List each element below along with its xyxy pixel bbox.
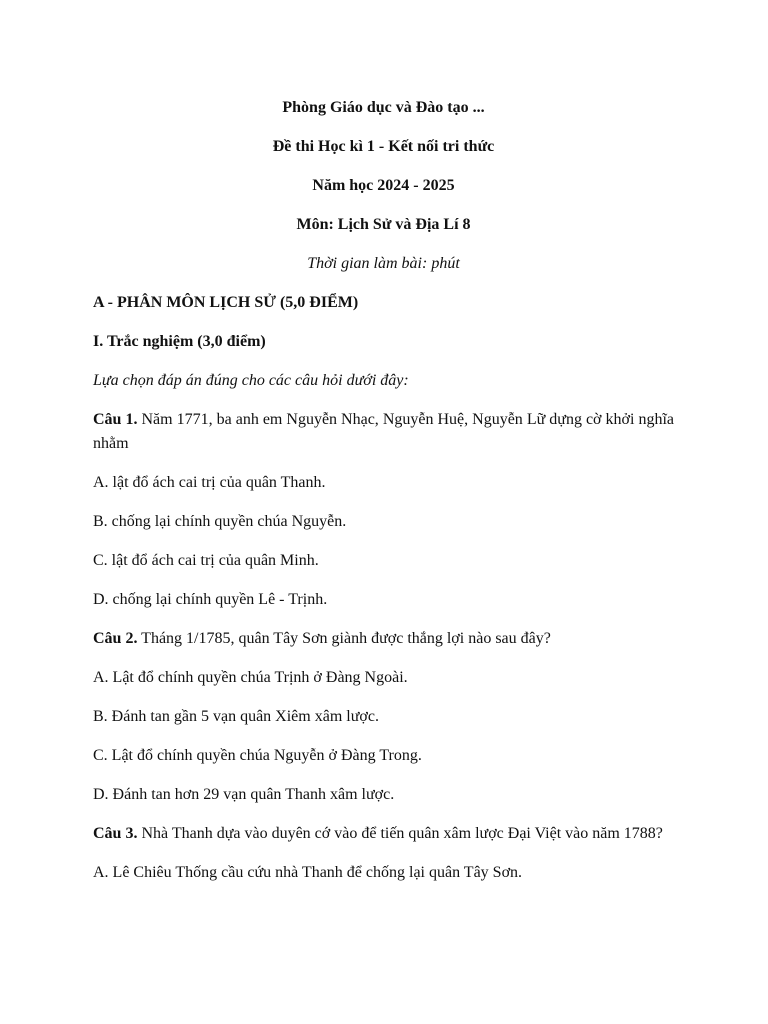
question-1-label: Câu 1. — [93, 411, 138, 428]
question-1 — [93, 408, 674, 456]
subject-heading: Môn: Lịch Sử và Địa Lí 8 — [296, 216, 471, 233]
question-3 — [93, 822, 674, 846]
exam-title: Đề thi Học kì 1 - Kết nối tri thức — [272, 138, 495, 155]
section-a-title: A - PHÂN MÔN LỊCH SỬ (5,0 ĐIỂM) — [93, 294, 359, 311]
question-1-option-c: C. lật đổ ách cai trị của quân Minh. — [93, 552, 319, 569]
document-page — [93, 96, 674, 900]
question-2-option-d: D. Đánh tan hơn 29 vạn quân Thanh xâm lược. — [93, 786, 395, 803]
question-1-option-a: A. lật đổ ách cai trị của quân Thanh. — [93, 474, 326, 491]
exam-time: Thời gian làm bài: phút — [307, 255, 460, 272]
question-2 — [93, 627, 674, 651]
question-3-option-a: A. Lê Chiêu Thống cầu cứu nhà Thanh để chống lại quân Tây Sơn. — [93, 864, 523, 881]
question-2-option-a: A. Lật đổ chính quyền chúa Trịnh ở Đàng Ngoài. — [93, 669, 408, 686]
school-year: Năm học 2024 - 2025 — [312, 177, 455, 194]
instruction-text: Lựa chọn đáp án đúng cho các câu hỏi dưới đây: — [93, 372, 409, 389]
question-1-option-d: D. chống lại chính quyền Lê - Trịnh. — [93, 591, 328, 608]
department-heading: Phòng Giáo dục và Đào tạo ... — [282, 99, 485, 116]
question-2-text: Tháng 1/1785, quân Tây Sơn giành được thắng lợi nào sau đây? — [137, 630, 551, 647]
question-1-option-b: B. chống lại chính quyền chúa Nguyễn. — [93, 513, 347, 530]
part-1-title: I. Trắc nghiệm (3,0 điểm) — [93, 333, 266, 350]
question-2-label: Câu 2. — [93, 630, 138, 647]
question-3-text: Nhà Thanh dựa vào duyên cớ vào để tiến quân xâm lược Đại Việt vào năm 1788? — [137, 825, 663, 842]
question-1-text: Năm 1771, ba anh em Nguyễn Nhạc, Nguyễn Huệ, Nguyễn Lữ dựng cờ khởi nghĩa nhằm — [93, 411, 674, 452]
question-2-option-b: B. Đánh tan gần 5 vạn quân Xiêm xâm lược. — [93, 708, 379, 725]
question-2-option-c: C. Lật đổ chính quyền chúa Nguyễn ở Đàng Trong. — [93, 747, 422, 764]
question-3-label: Câu 3. — [93, 825, 138, 842]
